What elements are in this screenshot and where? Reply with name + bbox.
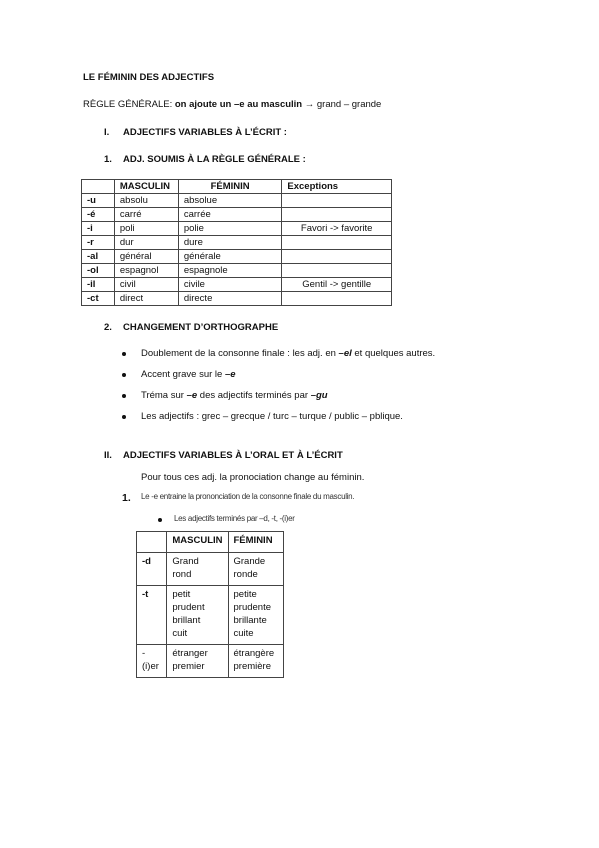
table-cell: polie [178, 222, 282, 236]
table-cell: dur [114, 236, 178, 250]
table-row [137, 586, 284, 645]
table-cell: Grande ronde [228, 553, 284, 586]
list-item-emphasis: –el [338, 348, 352, 359]
s2-sub1-number: 1. [122, 492, 131, 504]
table-cell: -r [82, 236, 115, 250]
table-cell: civile [178, 278, 282, 292]
table-header: MASCULIN [167, 532, 228, 553]
table-cell: -é [82, 208, 115, 222]
table-header: MASCULIN [114, 180, 178, 194]
table-cell: -t [137, 586, 167, 645]
table-cell: petit prudent brillant cuit [167, 586, 228, 645]
list-item-emphasis: –e [186, 390, 198, 401]
list-item-emphasis: –gu [310, 390, 328, 401]
arrow-icon: → [304, 99, 315, 110]
table-header: FÉMININ [178, 180, 282, 194]
bullet-icon [122, 415, 126, 419]
table-cell: carré [114, 208, 178, 222]
rule-text-pre: on ajoute un [172, 99, 234, 110]
sub1-number: 1. [104, 154, 112, 165]
table-cell: Grand rond [167, 553, 228, 586]
table-cell: -il [82, 278, 115, 292]
list-item-text: des adjectifs terminés par [197, 390, 311, 401]
list-item-text: Accent grave sur le [141, 369, 225, 380]
bullet-icon [122, 352, 126, 356]
list-item-emphasis: –e [224, 369, 236, 380]
table-cell: poli [114, 222, 178, 236]
table-cell: -d [137, 553, 167, 586]
table-header [82, 180, 115, 194]
table-header-row [82, 180, 392, 194]
table-cell: générale [178, 250, 282, 264]
table-row [137, 553, 284, 586]
sub2-number: 2. [104, 322, 112, 333]
list-item-text: Tréma sur [141, 390, 187, 401]
rule-text-mid: au masculin [244, 99, 305, 110]
table-row [82, 208, 392, 222]
table-row [82, 292, 392, 306]
bullet-icon [122, 394, 126, 398]
table-cell: -u [82, 194, 115, 208]
table-row [82, 236, 392, 250]
table-cell [282, 236, 392, 250]
table-header: FÉMININ [228, 532, 284, 553]
table-cell: carrée [178, 208, 282, 222]
s2-bullet-text: Les adjectifs terminés par –d, -t, -(i)er [174, 514, 295, 523]
table-cell [282, 264, 392, 278]
list-item-text: et quelques autres. [351, 348, 436, 359]
table-cell: espagnole [178, 264, 282, 278]
table-cell: -ol [82, 264, 115, 278]
list-item [141, 348, 435, 359]
page-title: LE FÉMININ DES ADJECTIFS [83, 72, 215, 83]
table-cell [282, 292, 392, 306]
table-cell: étranger premier [167, 645, 228, 678]
general-rule [83, 99, 381, 110]
table-cell: -ct [82, 292, 115, 306]
rule-table [81, 179, 392, 306]
table-cell: -i [82, 222, 115, 236]
list-item-text: Doublement de la consonne finale : les adj. en [141, 348, 339, 359]
table-cell: Gentil -> gentille [282, 278, 392, 292]
table-cell: absolue [178, 194, 282, 208]
s2-sub1-text: Le -e entraine la prononciation de la consonne finale du masculin. [141, 492, 355, 501]
table-cell: petite prudente brillante cuite [228, 586, 284, 645]
table-row [82, 278, 392, 292]
rule-suffix: –e [233, 99, 245, 110]
table-cell: absolu [114, 194, 178, 208]
table-cell: civil [114, 278, 178, 292]
table-cell: -al [82, 250, 115, 264]
table-row [82, 264, 392, 278]
table-cell: espagnol [114, 264, 178, 278]
table-header-row [137, 532, 284, 553]
table-cell: étrangère première [228, 645, 284, 678]
table-cell: général [114, 250, 178, 264]
bullet-icon [122, 373, 126, 377]
table-header [137, 532, 167, 553]
table-header: Exceptions [282, 180, 392, 194]
rule-label: RÈGLE GÉNÉRALE: [83, 99, 173, 110]
table-row [82, 250, 392, 264]
table-cell: directe [178, 292, 282, 306]
sub1-heading: ADJ. SOUMIS À LA RÈGLE GÉNÉRALE : [123, 154, 306, 165]
section2-intro: Pour tous ces adj. la pronociation change au féminin. [141, 472, 365, 483]
table-cell: Favori -> favorite [282, 222, 392, 236]
table-cell [282, 250, 392, 264]
list-item-text: Les adjectifs : grec – grecque / turc – turque / public – pblique. [141, 411, 403, 422]
sub2-heading: CHANGEMENT D’ORTHOGRAPHE [123, 322, 279, 333]
rule-example: grand – grande [314, 99, 382, 110]
table-row [82, 194, 392, 208]
bullet-icon [158, 518, 162, 522]
table-cell [282, 208, 392, 222]
section2-number: II. [104, 450, 112, 461]
section2-heading: ADJECTIFS VARIABLES À L’ORAL ET À L’ÉCRIT [123, 450, 343, 461]
list-item [141, 369, 236, 380]
table-cell: direct [114, 292, 178, 306]
table-cell: -(i)er [137, 645, 167, 678]
table-row [137, 645, 284, 678]
section1-heading: ADJECTIFS VARIABLES À L’ÉCRIT : [123, 127, 287, 138]
section1-number: I. [104, 127, 110, 138]
oral-table [136, 531, 284, 678]
list-item [141, 411, 403, 422]
table-cell: dure [178, 236, 282, 250]
table-row [82, 222, 392, 236]
list-item [141, 390, 328, 401]
table-cell [282, 194, 392, 208]
